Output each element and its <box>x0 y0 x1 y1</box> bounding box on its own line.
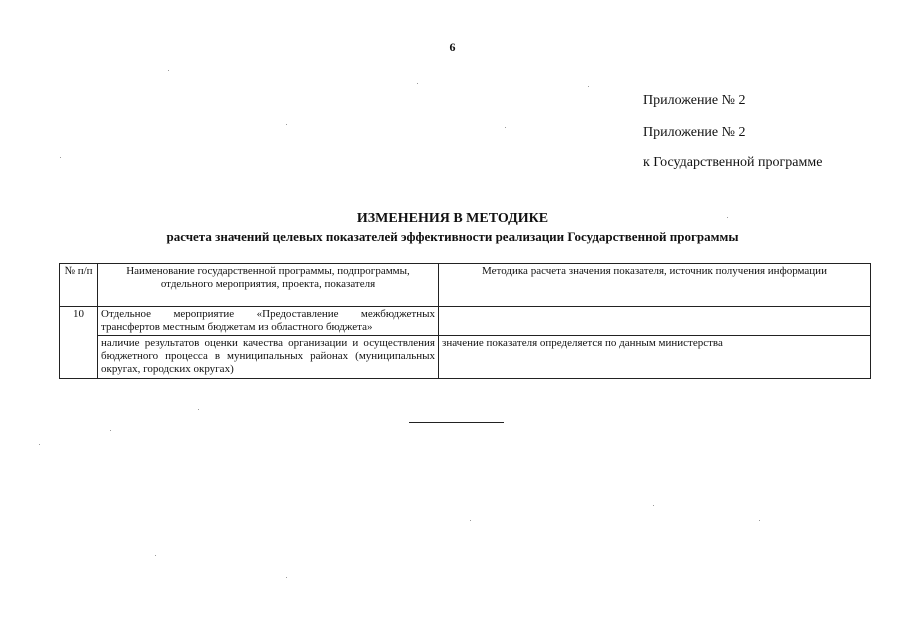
scan-speck <box>653 505 654 506</box>
row-name: Отдельное мероприятие «Предоставление межбюджетных трансфертов местным бюджетам из областного бюджета» <box>98 307 439 336</box>
scan-speck <box>727 217 728 218</box>
row-name: наличие результатов оценки качества организации и осуществления бюджетного процесса в муниципальных районах (муниципальных округах, городских округах) <box>98 336 439 379</box>
table-row <box>60 336 871 379</box>
scan-speck <box>286 124 287 125</box>
scan-speck <box>470 520 471 521</box>
header-method: Методика расчета значения показателя, источник получения информации <box>439 264 871 307</box>
scan-speck <box>155 555 156 556</box>
row-method <box>439 307 871 336</box>
row-number: 10 <box>60 307 98 379</box>
scan-speck <box>505 127 506 128</box>
scan-speck <box>286 577 287 578</box>
methodology-table <box>59 263 871 379</box>
appendix-target: к Государственной программе <box>643 155 823 170</box>
row-method: значение показателя определяется по данным министерства <box>439 336 871 379</box>
scan-speck <box>417 83 418 84</box>
scan-speck <box>60 157 61 158</box>
scan-speck <box>588 86 589 87</box>
scan-speck <box>39 444 40 445</box>
header-name: Наименование государственной программы, подпрограммы, отдельного мероприятия, проекта, показателя <box>98 264 439 307</box>
scan-speck <box>168 70 169 71</box>
document-subtitle: расчета значений целевых показателей эффективности реализации Государственной программы <box>166 229 739 244</box>
scan-speck <box>198 409 199 410</box>
document-title: ИЗМЕНЕНИЯ В МЕТОДИКЕ <box>356 211 549 226</box>
closing-divider <box>409 422 504 423</box>
page-number: 6 <box>449 40 456 54</box>
header-number: № п/п <box>60 264 98 307</box>
appendix-label: Приложение № 2 <box>643 93 746 108</box>
table-header-row <box>60 264 871 307</box>
scan-speck <box>759 520 760 521</box>
appendix-label-repeat: Приложение № 2 <box>643 125 746 140</box>
scan-speck <box>110 430 111 431</box>
table-row <box>60 307 871 336</box>
